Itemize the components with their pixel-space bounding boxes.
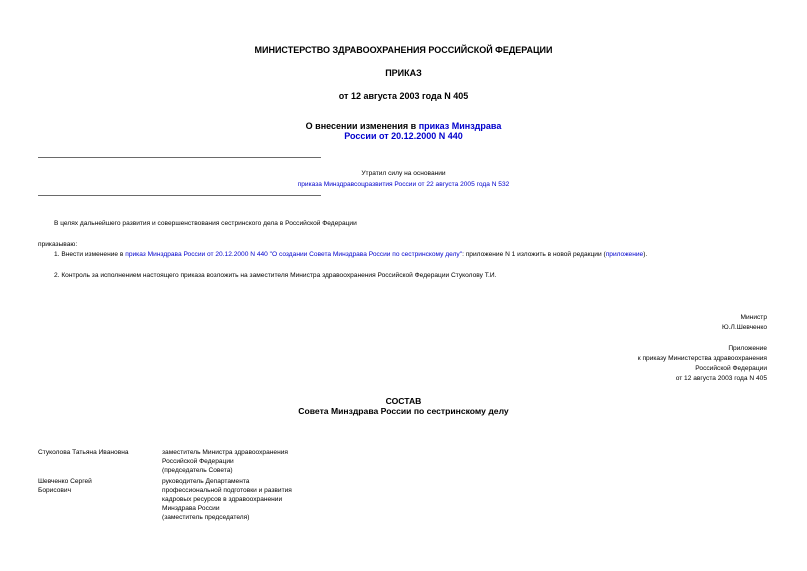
member-name-line: Борисович bbox=[38, 487, 72, 494]
document-title-line2 bbox=[0, 131, 807, 141]
title-prefix: О внесении изменения в bbox=[305, 121, 419, 131]
amended-order-link[interactable]: приказ Минздрава России от 20.12.2000 N 440 "О создании Совета Минздрава России по сестринскому делу" bbox=[125, 251, 463, 258]
member-name-line: Стуколова Татьяна Ивановна bbox=[38, 449, 129, 456]
member-name-line: Шевченко Сергей bbox=[38, 478, 92, 485]
divider-top bbox=[38, 157, 321, 158]
appendix-link[interactable]: приложение bbox=[605, 251, 644, 258]
order-item-2: 2. Контроль за исполнением настоящего приказа возложить на заместителя Министра здравоохранения Российской Федерации Стуколову Т.И. bbox=[54, 272, 497, 279]
signatory-name: Ю.Л.Шевченко bbox=[722, 324, 767, 331]
divider-bottom bbox=[38, 195, 321, 196]
member-role-line: руководитель Департамента bbox=[162, 478, 250, 485]
item1-end: ). bbox=[643, 251, 648, 258]
document-date-number: от 12 августа 2003 года N 405 bbox=[338, 91, 469, 101]
member-role-line: профессиональной подготовки и развития bbox=[162, 487, 292, 494]
title-link-order-cont[interactable]: России от 20.12.2000 N 440 bbox=[344, 131, 463, 141]
member-role-line: заместитель Министра здравоохранения bbox=[162, 449, 288, 456]
member-role-line: (председатель Совета) bbox=[162, 467, 233, 474]
appendix-ref-line2: к приказу Министерства здравоохранения bbox=[637, 355, 767, 362]
title-link-order[interactable]: приказ Минздрава bbox=[418, 121, 502, 131]
appendix-ref-line3: Российской Федерации bbox=[695, 365, 767, 372]
member-role bbox=[162, 477, 292, 522]
order-word: приказываю: bbox=[38, 241, 78, 248]
member-role-line: кадровых ресурсов в здравоохранении bbox=[162, 496, 283, 503]
item1-suffix: : приложение N 1 изложить в новой редакции ( bbox=[462, 251, 606, 258]
member-role-line: (заместитель председателя) bbox=[162, 514, 250, 521]
document-type: ПРИКАЗ bbox=[385, 68, 422, 78]
validity-note: Утратил силу на основании bbox=[361, 170, 446, 177]
member-role-line: Российской Федерации bbox=[162, 458, 234, 465]
composition-title: СОСТАВ bbox=[385, 396, 422, 406]
member-name bbox=[38, 448, 129, 457]
preamble: В целях дальнейшего развития и совершенствования сестринского дела в Российской Федерации bbox=[54, 220, 357, 227]
ministry-heading: МИНИСТЕРСТВО ЗДРАВООХРАНЕНИЯ РОССИЙСКОЙ ФЕДЕРАЦИИ bbox=[254, 45, 553, 55]
appendix-ref-line4: от 12 августа 2003 года N 405 bbox=[675, 375, 767, 382]
repeal-order-link[interactable]: приказа Минздравсоцразвития России от 22 августа 2005 года N 532 bbox=[297, 181, 510, 188]
document-title-line1 bbox=[0, 121, 807, 131]
member-role bbox=[162, 448, 288, 475]
signatory-position: Министр bbox=[740, 314, 767, 321]
validity-link-line bbox=[0, 180, 807, 189]
member-name bbox=[38, 477, 92, 495]
appendix-label: Приложение bbox=[728, 345, 767, 352]
order-item-1 bbox=[54, 250, 647, 259]
member-role-line: Минздрава России bbox=[162, 505, 220, 512]
item1-prefix: 1. Внести изменение в bbox=[54, 251, 126, 258]
composition-subtitle: Совета Минздрава России по сестринскому делу bbox=[298, 406, 509, 416]
